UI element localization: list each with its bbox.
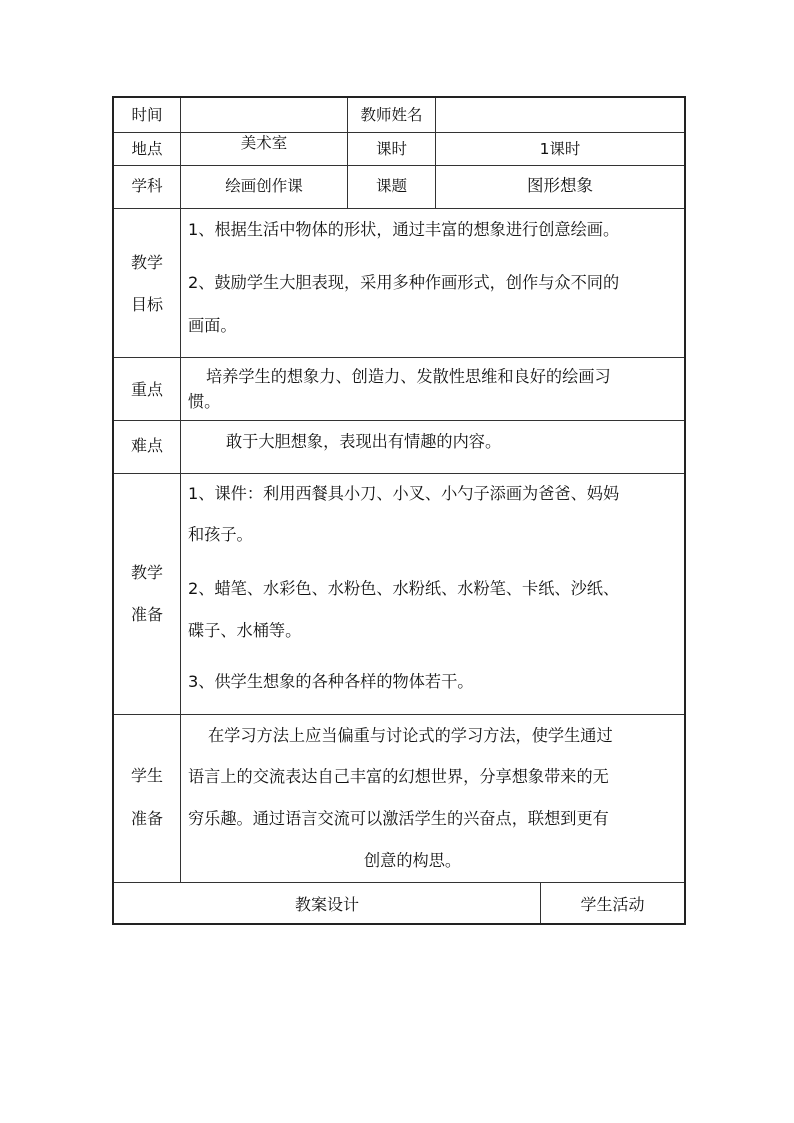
lesson-design-header: 教案设计	[294, 895, 359, 914]
teacher-prep-label-line2: 准备	[130, 605, 163, 624]
key-points-line1: 培养学生的想象力、创造力、发散性思维和良好的绘画习	[206, 367, 611, 386]
prep-item-1: 1、课件：利用西餐具小刀、小叉、小勺子添画为爸爸、妈妈	[188, 484, 620, 503]
teacher-name-label: 教师姓名	[360, 106, 423, 124]
goal-item-1: 1、根据生活中物体的形状，通过丰富的想象进行创意绘画。	[188, 220, 620, 239]
row-divider	[114, 132, 684, 133]
goals-label-line2: 目标	[130, 295, 163, 314]
time-label: 时间	[131, 106, 163, 124]
key-points-line2: 惯。	[188, 392, 221, 411]
prep-item-2: 2、蜡笔、水彩色、水粉色、水粉纸、水粉笔、卡纸、沙纸、	[188, 579, 620, 598]
student-prep-label-line1: 学生	[130, 766, 163, 785]
prep-item-3: 3、供学生想象的各种各样的物体若干。	[188, 672, 474, 691]
lesson-plan-table	[112, 96, 686, 925]
topic-value: 图形想象	[527, 176, 593, 195]
key-points-label: 重点	[130, 380, 163, 399]
goals-label-line1: 教学	[130, 253, 163, 272]
row-divider	[114, 208, 684, 209]
prep-item-1-cont: 和孩子。	[188, 525, 253, 544]
student-prep-line1: 在学习方法上应当偏重与讨论式的学习方法，使学生通过	[208, 726, 613, 745]
row-divider	[114, 714, 684, 715]
teacher-prep-label-line1: 教学	[130, 563, 163, 582]
row-divider	[114, 882, 684, 883]
student-prep-line2: 语言上的交流表达自己丰富的幻想世界，分享想象带来的无	[188, 767, 609, 786]
subject-value: 绘画创作课	[225, 177, 303, 195]
student-activity-header: 学生活动	[580, 895, 645, 914]
topic-label: 课题	[375, 177, 407, 195]
column-divider	[180, 98, 181, 882]
hours-label: 课时	[375, 140, 407, 158]
goal-item-2: 2、鼓励学生大胆表现，采用多种作画形式，创作与众不同的	[188, 273, 620, 292]
place-value: 美术室	[240, 134, 288, 152]
row-divider	[114, 165, 684, 166]
row-divider	[114, 420, 684, 421]
student-prep-line3: 穷乐趣。通过语言交流可以激活学生的兴奋点，联想到更有	[188, 809, 609, 828]
prep-item-2-cont: 碟子、水桶等。	[188, 621, 302, 640]
difficulties-text: 敢于大胆想象，表现出有情趣的内容。	[226, 432, 502, 451]
difficulties-label: 难点	[130, 436, 163, 455]
place-label: 地点	[131, 140, 163, 158]
goal-item-2-cont: 画面。	[188, 316, 237, 335]
subject-label: 学科	[131, 177, 163, 195]
student-prep-label-line2: 准备	[130, 809, 163, 828]
student-prep-line4: 创意的构思。	[364, 851, 462, 870]
row-divider	[114, 473, 684, 474]
hours-value: 1课时	[539, 140, 581, 158]
row-divider	[114, 357, 684, 358]
